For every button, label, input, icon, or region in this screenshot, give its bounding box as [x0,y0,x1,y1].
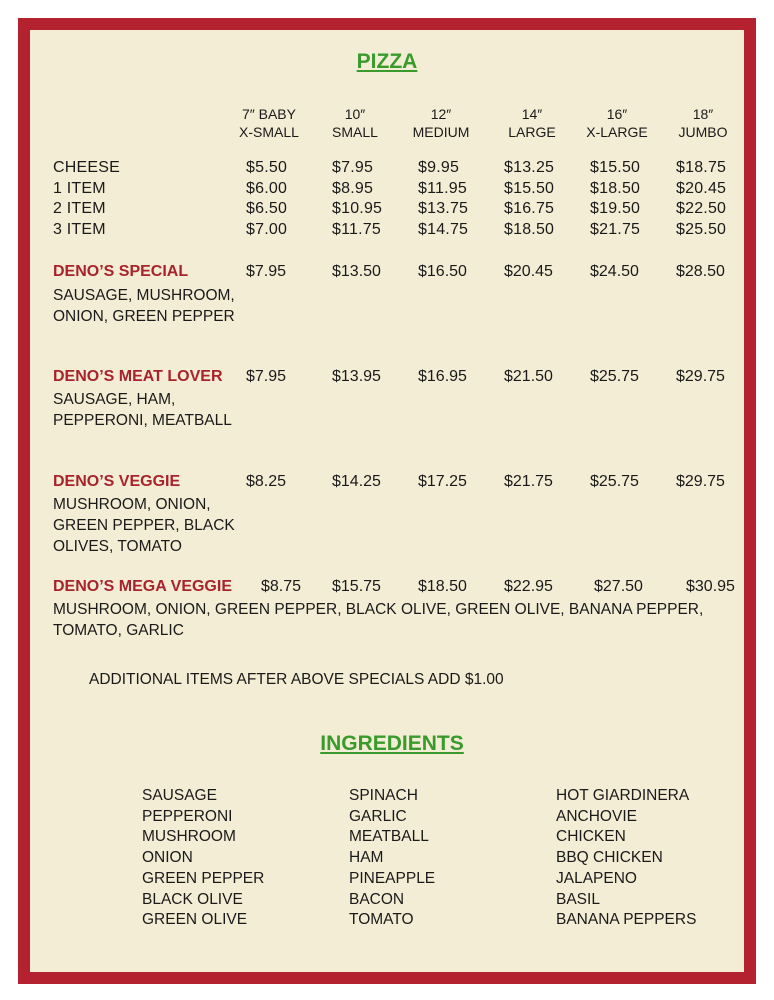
price-cell: $6.00 [246,180,288,197]
ingredient-item: GREEN PEPPER [142,869,265,887]
ingredient-item: JALAPENO [556,869,637,887]
size-header-large: 14″ LARGE [508,106,556,140]
price-cell: $27.50 [594,578,643,595]
size-header-xsmall: 7″ BABY X-SMALL [239,106,299,140]
price-cell: $14.25 [332,473,381,490]
special-description: MUSHROOM, ONION, GREEN PEPPER, BLACK OLIVES, TOMATO [53,496,235,555]
size-header-medium: 12″ MEDIUM [412,106,470,140]
price-cell: $11.95 [418,180,467,197]
price-cell: $18.50 [418,578,467,595]
special-name: DENO’S MEGA VEGGIE [53,578,232,595]
price-cell: $19.50 [590,200,641,217]
ingredient-item: TOMATO [349,911,414,929]
special-description: MUSHROOM, ONION, GREEN PEPPER, BLACK OLIVE, GREEN OLIVE, BANANA PEPPER, TOMATO, GARLIC [53,601,704,639]
price-cell: $7.95 [246,368,287,385]
price-cell: $5.50 [246,159,288,176]
price-cell: $18.50 [504,221,555,238]
ingredients-column-3 [556,786,696,931]
special-description: SAUSAGE, HAM, PEPPERONI, MEATBALL [53,391,232,429]
special-name: DENO’S SPECIAL [53,263,189,280]
price-cell: $6.50 [246,200,288,217]
ingredient-item: BANANA PEPPERS [556,911,697,929]
ingredient-item: SAUSAGE [142,787,217,804]
price-cell: $30.95 [686,578,735,595]
special-name: DENO’S MEAT LOVER [53,368,223,385]
ingredient-item: BACON [349,890,405,908]
price-cell: $20.45 [504,263,553,280]
size-header-small: 10″ SMALL [332,106,378,140]
price-cell: $13.25 [504,159,555,176]
price-cell: $22.50 [676,200,727,217]
price-cell: $8.95 [332,180,374,197]
price-cell: $16.95 [418,368,467,385]
price-cell: $15.50 [590,159,641,176]
price-cell: $13.75 [418,200,469,217]
price-cell: $18.75 [676,159,727,176]
price-cell: $7.95 [332,159,374,176]
price-cell: $28.50 [676,263,725,280]
price-cell: $18.50 [590,180,641,197]
price-cell: $25.50 [676,221,727,238]
price-cell: $16.75 [504,200,555,217]
ingredient-item: MEATBALL [349,828,429,846]
price-cell: $9.95 [418,159,460,176]
price-cell: $21.75 [504,473,553,490]
ingredient-item: BBQ CHICKEN [556,849,663,867]
price-cell: $14.75 [418,221,469,238]
ingredient-item: BLACK OLIVE [142,890,243,908]
price-cell: $13.95 [332,368,381,385]
price-cell: $8.75 [261,578,302,595]
row-3-item-label: 3 ITEM [53,221,106,238]
pizza-title: PIZZA [356,50,418,73]
size-header-jumbo: 18″ JUMBO [678,106,728,140]
ingredient-item: ANCHOVIE [556,807,637,825]
price-cell: $20.45 [676,180,727,197]
ingredient-item: ONION [142,849,193,867]
price-cell: $24.50 [590,263,639,280]
ingredients-column-1 [142,786,264,931]
price-cell: $10.95 [332,200,383,217]
price-cell: $7.95 [246,263,287,280]
row-1-item-label: 1 ITEM [53,180,106,197]
ingredient-item: CHICKEN [556,828,626,846]
ingredient-item: GARLIC [349,807,407,825]
price-cell: $21.50 [504,368,553,385]
ingredient-item: HAM [349,849,384,867]
additional-items-note: ADDITIONAL ITEMS AFTER ABOVE SPECIALS ADD $1.00 [89,671,504,688]
price-cell: $21.75 [590,221,641,238]
price-cell: $7.00 [246,221,288,238]
ingredient-item: BASIL [556,890,600,908]
special-name: DENO’S VEGGIE [53,473,181,490]
ingredient-item: MUSHROOM [142,828,236,846]
price-cell: $15.50 [504,180,555,197]
ingredients-column-2 [349,786,435,931]
ingredients-title: INGREDIENTS [320,732,464,755]
price-cell: $25.75 [590,473,639,490]
price-cell: $8.25 [246,473,287,490]
ingredient-item: PEPPERONI [142,807,233,825]
ingredient-item: PINEAPPLE [349,869,436,887]
row-2-item-label: 2 ITEM [53,200,106,217]
special-description: SAUSAGE, MUSHROOM, ONION, GREEN PEPPER [53,287,235,325]
price-cell: $29.75 [676,473,725,490]
price-cell: $11.75 [332,221,381,238]
price-cell: $29.75 [676,368,725,385]
price-cell: $25.75 [590,368,639,385]
size-header-xlarge: 16″ X-LARGE [586,106,648,140]
price-cell: $16.50 [418,263,467,280]
price-cell: $17.25 [418,473,467,490]
ingredient-item: GREEN OLIVE [142,911,248,929]
price-cell: $15.75 [332,578,381,595]
ingredient-item: HOT GIARDINERA [556,787,690,804]
price-cell: $13.50 [332,263,381,280]
ingredient-item: SPINACH [349,787,418,804]
price-cell: $22.95 [504,578,553,595]
row-cheese-label: CHEESE [53,159,120,176]
